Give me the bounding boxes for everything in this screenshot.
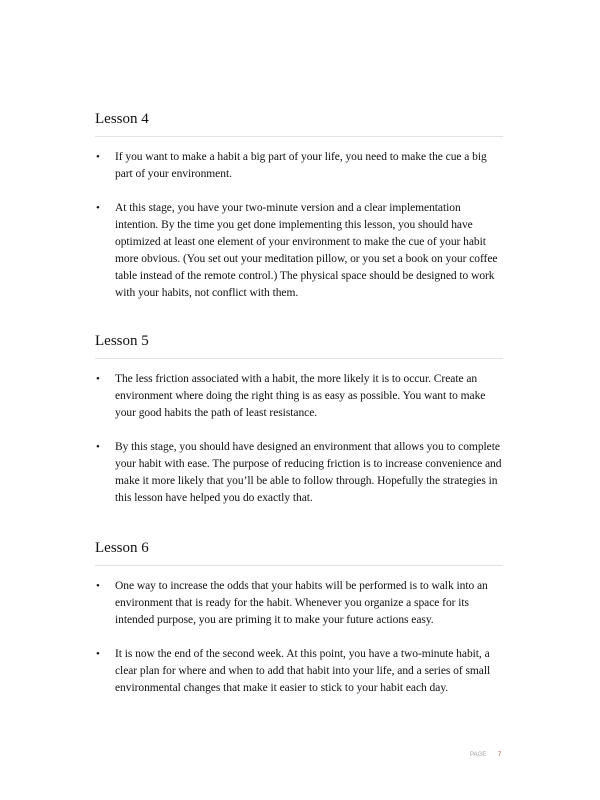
page-number: 7 — [497, 752, 502, 758]
lesson-4-section — [95, 110, 503, 319]
lesson-heading: Lesson 5 — [95, 332, 503, 359]
bullet-list — [95, 371, 503, 507]
bullet-list — [95, 149, 503, 302]
bullet-item: • By this stage, you should have designed an environment that allows you to complete your habit with ease. The purpose of reducing friction is to increase convenience and make it more likely that you’ll be able to follow through. Hopefully the strategies in this lesson have helped you do exactly that. — [95, 439, 503, 507]
bullet-item: • At this stage, you have your two-minute version and a clear implementation intention. By the time you get done implementing this lesson, you should have optimized at least one element of your environment to make the cue of your habit more obvious. (You set out your meditation pillow, or you set a book on your coffee table instead of the remote control.) The physical space should be designed to work with your habits, not conflict with them. — [95, 200, 503, 302]
bullet-item: • One way to increase the odds that your habits will be performed is to walk into an environment that is ready for the habit. Whenever you organize a space for its intended purpose, you are priming it to make your future actions easy. — [95, 578, 503, 629]
page-label: PAGE — [470, 752, 487, 758]
bullet-list — [95, 578, 503, 697]
lesson-5-section — [95, 332, 503, 524]
bullet-item: • The less friction associated with a habit, the more likely it is to occur. Create an environment where doing the right thing is as easy as possible. You want to make your good habits the path of least resistance. — [95, 371, 503, 422]
bullet-item: • It is now the end of the second week. At this point, you have a two-minute habit, a clear plan for where and when to add that habit into your life, and a series of small environmental changes that make it easier to stick to your habit each day. — [95, 646, 503, 697]
page-footer — [470, 752, 501, 758]
bullet-item: • If you want to make a habit a big part of your life, you need to make the cue a big part of your environment. — [95, 149, 503, 183]
lesson-6-section — [95, 539, 503, 714]
lesson-heading: Lesson 6 — [95, 539, 503, 566]
lesson-heading: Lesson 4 — [95, 110, 503, 137]
